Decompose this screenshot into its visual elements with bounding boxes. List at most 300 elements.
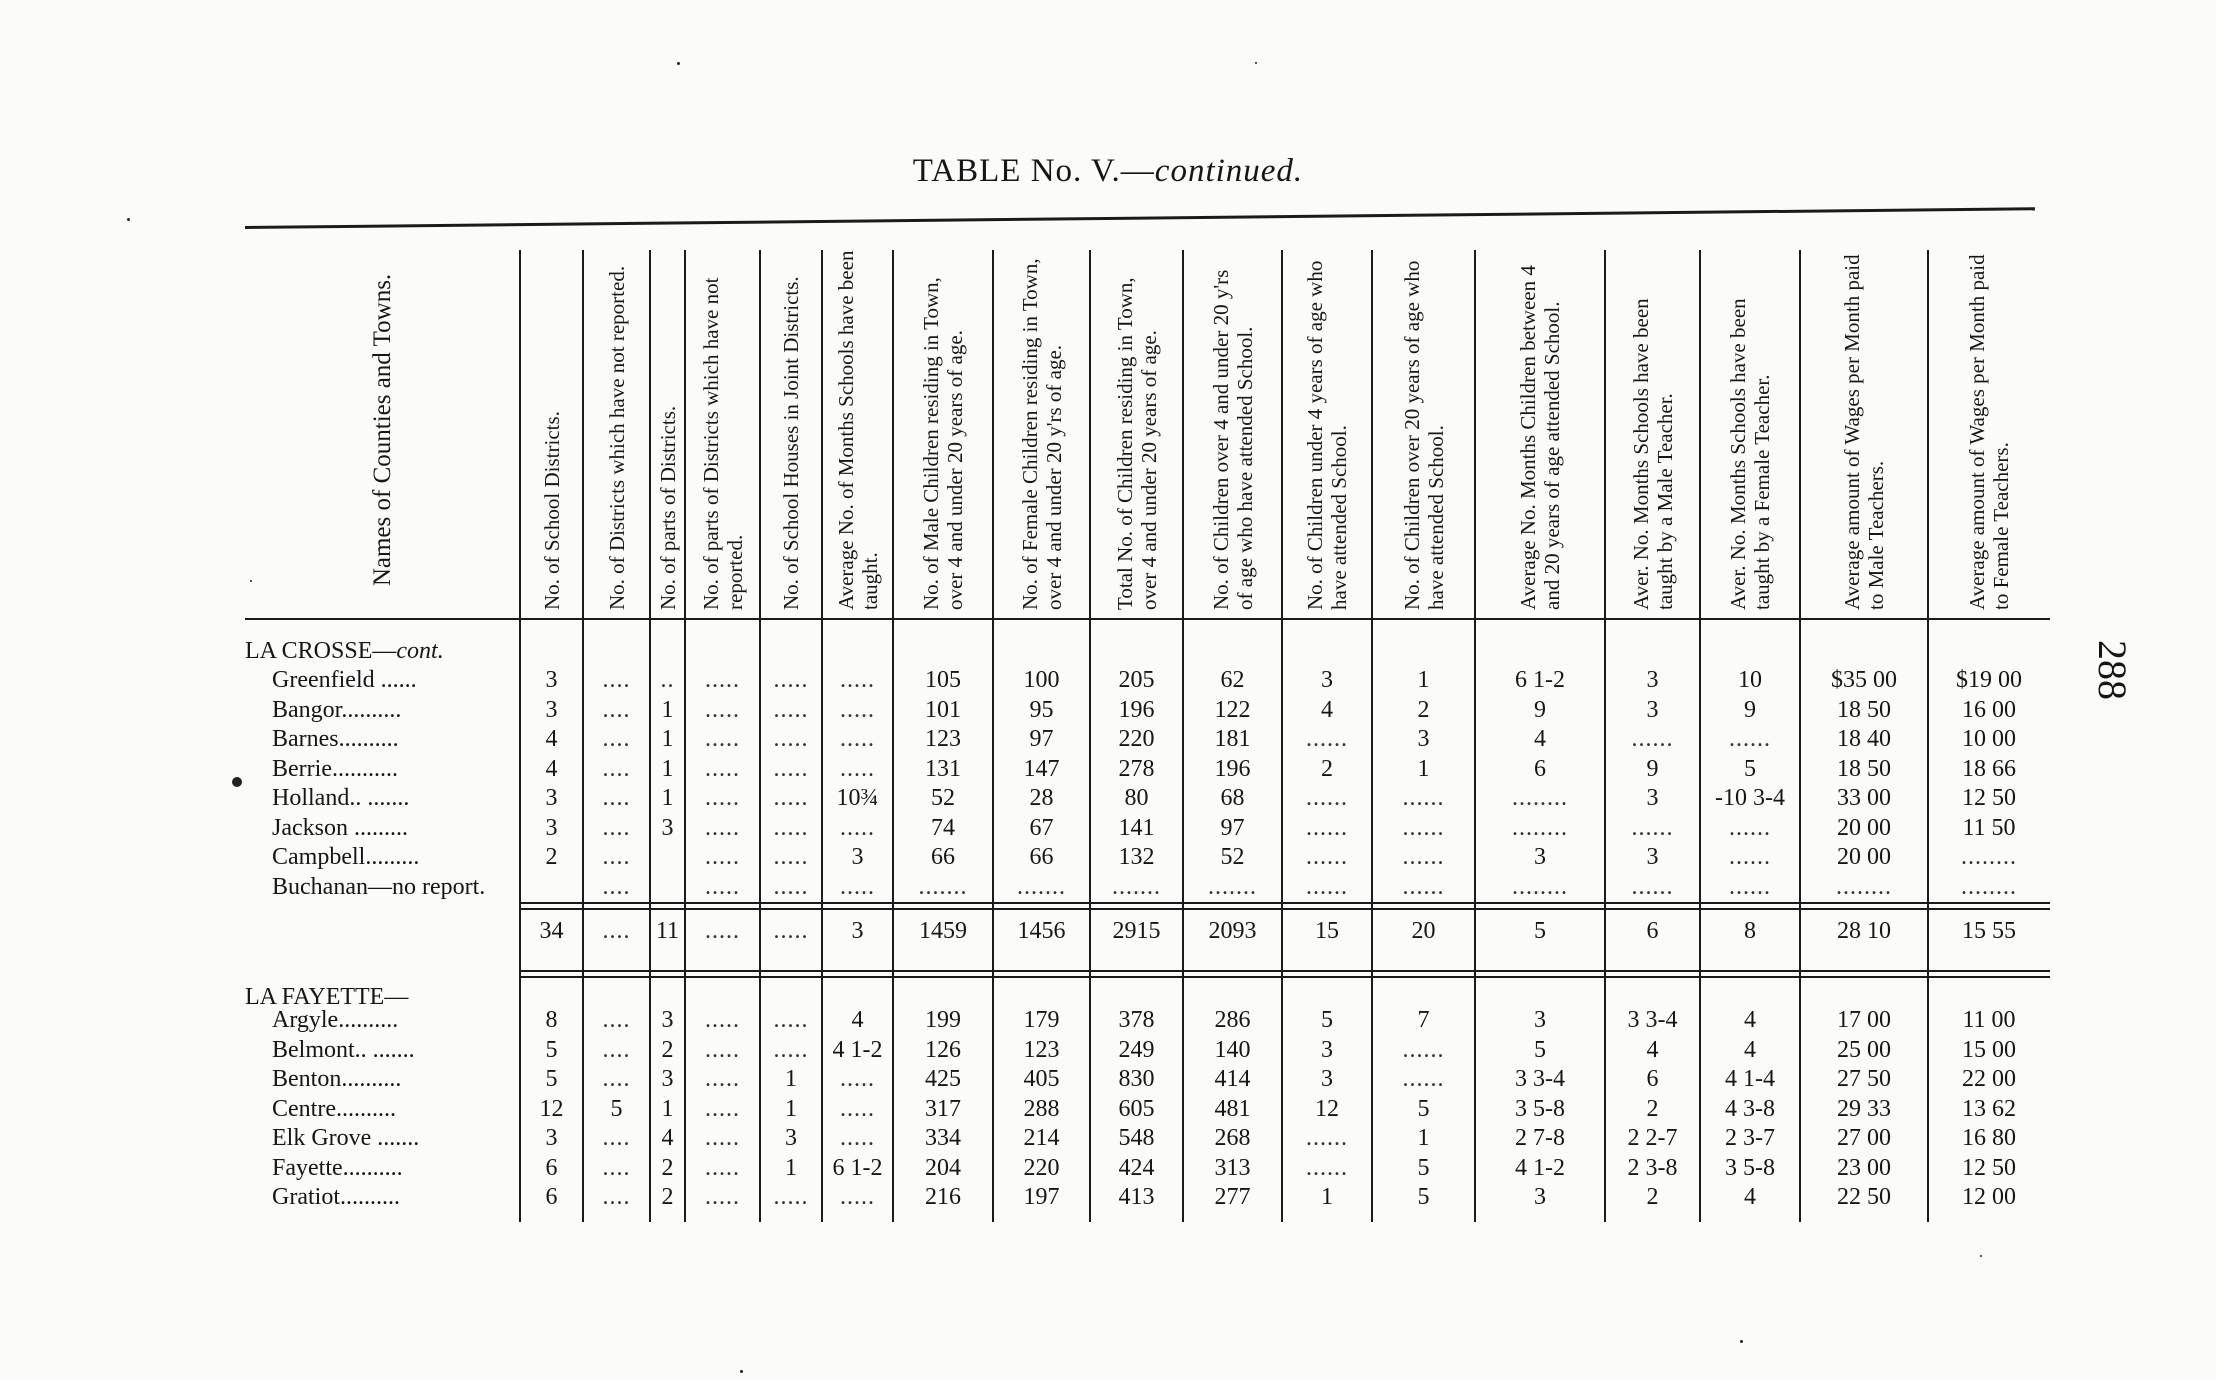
- table-cell: 15 00: [1962, 1036, 2016, 1063]
- table-cell: 5: [1744, 755, 1756, 782]
- column-header: [1928, 250, 2050, 610]
- table-cell: ....: [602, 696, 631, 723]
- column-header: [993, 250, 1090, 610]
- table-cell: 3: [545, 667, 558, 693]
- table-cell: .....: [840, 1125, 875, 1151]
- table-cell: 97: [1220, 814, 1245, 841]
- column-header: [822, 250, 893, 610]
- table-cell: 413: [1118, 1184, 1155, 1210]
- table-cell: ......: [1631, 873, 1674, 900]
- table-cell: .......: [1017, 873, 1066, 900]
- table-cell: .....: [773, 785, 809, 811]
- county-heading: [245, 637, 444, 665]
- table-cell: .....: [705, 814, 740, 841]
- table-cell: 1: [1321, 1184, 1333, 1210]
- table-cell: 12: [1315, 1095, 1339, 1122]
- table-cell: 2 2-7: [1627, 1125, 1678, 1151]
- table-cell: 122: [1214, 696, 1251, 723]
- town-name: Centre..........: [272, 1095, 396, 1122]
- table-cell: 548: [1118, 1125, 1155, 1151]
- table-cell: 424: [1118, 1154, 1155, 1181]
- town-name: Argyle..........: [272, 1007, 399, 1033]
- column-header: [1700, 250, 1800, 610]
- table-cell: 5: [1417, 1154, 1430, 1181]
- table-cell: 5: [1417, 1095, 1430, 1122]
- table-cell: 62: [1220, 667, 1245, 693]
- table-cell: 123: [1023, 1036, 1060, 1063]
- table-cell: 4: [1744, 1007, 1756, 1033]
- table-cell: 140: [1214, 1036, 1251, 1063]
- table-cell: 66: [1029, 844, 1054, 870]
- table-cell: 196: [1118, 696, 1155, 723]
- table-cell: 4: [1321, 696, 1333, 723]
- table-cell: 3: [545, 1125, 558, 1151]
- column-header: [520, 250, 583, 610]
- table-cell: 123: [925, 726, 961, 752]
- table-cell: [650, 843, 685, 871]
- table-cell: .....: [705, 755, 740, 782]
- table-cell: 3 5-8: [1515, 1095, 1565, 1122]
- table-cell: [650, 873, 685, 901]
- table-cell: 268: [1214, 1125, 1251, 1151]
- table-cell: 132: [1118, 844, 1155, 870]
- column-header-text: No. of parts of Districts which have not reported.: [698, 277, 747, 610]
- column-header-text: No. of School Houses in Joint Districts.: [779, 276, 803, 610]
- table-cell: 101: [925, 696, 961, 723]
- column-header-text: Average No. of Months Schools have been taught.: [833, 250, 882, 610]
- table-cell: 378: [1118, 1007, 1155, 1033]
- table-cell: 9: [1744, 696, 1756, 723]
- table-cell: 95: [1029, 696, 1054, 723]
- table-cell: 131: [925, 755, 961, 782]
- table-cell: 1: [785, 1154, 797, 1181]
- table-cell: ......: [1631, 814, 1674, 841]
- town-name: Benton..........: [272, 1066, 402, 1092]
- table-cell: 4: [1744, 1036, 1756, 1063]
- table-cell: 3: [1534, 844, 1546, 870]
- table-cell: .....: [705, 667, 740, 693]
- county-name: LA FAYETTE—: [245, 984, 409, 1010]
- table-cell: .......: [1112, 873, 1161, 900]
- table-cell: 52: [931, 785, 955, 811]
- table-cell: 18 50: [1837, 755, 1891, 782]
- column-header-text: No. of Children over 4 and under 20 y'rs of age who have attended School.: [1208, 269, 1257, 610]
- column-header-text: No. of Children over 20 years of age who have attended School.: [1399, 260, 1448, 610]
- table-cell: ....: [602, 1036, 631, 1063]
- table-cell: 12 50: [1962, 785, 2016, 811]
- table-cell: 6 1-2: [832, 1154, 883, 1181]
- table-cell: ........: [1961, 844, 2017, 870]
- column-header: [1475, 250, 1605, 610]
- table-cell: 3: [1646, 785, 1659, 811]
- town-name: Bangor..........: [272, 696, 402, 723]
- table-cell: 17 00: [1837, 1007, 1891, 1033]
- table-cell: 147: [1023, 755, 1060, 782]
- print-speck: [127, 218, 130, 221]
- table-cell: 288: [1023, 1095, 1060, 1122]
- column-header: [245, 250, 520, 610]
- table-cell: 2 7-8: [1515, 1125, 1565, 1151]
- table-cell: 199: [925, 1007, 961, 1033]
- print-speck: [1740, 1340, 1743, 1343]
- table-cell: 179: [1023, 1007, 1060, 1033]
- town-name: Greenfield ......: [272, 667, 417, 693]
- print-speck: [740, 1370, 743, 1373]
- column-header: [1605, 250, 1700, 610]
- table-cell: .....: [773, 726, 809, 752]
- table-cell: 141: [1118, 814, 1155, 841]
- table-cell: .....: [705, 844, 740, 870]
- table-cell: 2 3-8: [1627, 1154, 1678, 1181]
- table-cell: 1456: [1017, 918, 1066, 944]
- print-speck: [677, 62, 680, 65]
- table-cell: .....: [840, 1184, 875, 1210]
- table-cell: .....: [705, 1184, 740, 1210]
- table-cell: .....: [840, 755, 875, 782]
- table-cell: .....: [840, 667, 875, 693]
- total-top-rule: [520, 902, 2050, 904]
- table-cell: 4: [851, 1007, 864, 1033]
- table-cell: 5: [545, 1036, 558, 1063]
- table-cell: 4: [1646, 1036, 1659, 1063]
- table-cell: ......: [1402, 814, 1445, 841]
- table-cell: 12 50: [1962, 1154, 2016, 1181]
- table-cell: .....: [705, 785, 740, 811]
- column-header: [760, 250, 822, 610]
- table-cell: 25 00: [1837, 1036, 1891, 1063]
- table-cell: 4 1-2: [832, 1036, 883, 1063]
- column-header: [583, 250, 650, 610]
- table-cell: ....: [602, 755, 631, 782]
- table-cell: 278: [1118, 755, 1155, 782]
- table-cell: 3: [1646, 696, 1659, 723]
- page-title: [0, 153, 2216, 190]
- table-cell: 3: [545, 814, 558, 841]
- town-name: Campbell.........: [272, 844, 420, 870]
- table-cell: 3: [661, 814, 674, 841]
- table-cell: 317: [925, 1095, 961, 1122]
- table-cell: 481: [1214, 1095, 1251, 1122]
- table-cell: .....: [773, 1036, 809, 1063]
- table-cell: 27 50: [1837, 1066, 1891, 1092]
- table-cell: 2093: [1208, 918, 1257, 944]
- table-cell: 4: [545, 755, 558, 782]
- table-cell: ........: [1512, 814, 1568, 841]
- table-cell: .....: [773, 918, 809, 944]
- table-cell: 6: [545, 1184, 558, 1210]
- table-cell: ......: [1402, 1066, 1445, 1092]
- table-cell: 10¾: [836, 785, 879, 811]
- column-header: [1183, 250, 1282, 610]
- column-header-text: Total No. of Children residing in Town, over 4 and under 20 years of age.: [1112, 277, 1161, 610]
- table-cell: .....: [773, 873, 809, 900]
- section-rule-2: [520, 976, 2050, 978]
- table-cell: 4 3-8: [1725, 1095, 1775, 1122]
- table-cell: [520, 873, 583, 901]
- table-cell: 3: [661, 1007, 674, 1033]
- table-cell: 214: [1023, 1125, 1060, 1151]
- table-cell: $19 00: [1956, 667, 2022, 693]
- column-header-text: No. of School Districts.: [539, 411, 564, 610]
- table-cell: 34: [539, 918, 564, 944]
- table-cell: .....: [773, 844, 809, 870]
- table-cell: $35 00: [1831, 667, 1897, 693]
- table-cell: 4: [1534, 726, 1546, 752]
- table-cell: ......: [1402, 1036, 1445, 1063]
- column-header-text: No. of parts of Districts.: [655, 405, 680, 610]
- table-cell: 28 10: [1837, 918, 1891, 944]
- table-cell: 2: [661, 1036, 674, 1063]
- table-cell: 68: [1220, 785, 1245, 811]
- table-cell: .....: [840, 1095, 875, 1122]
- table-cell: .....: [705, 1036, 740, 1063]
- table-cell: 67: [1029, 814, 1054, 841]
- table-cell: ........: [1512, 785, 1568, 811]
- table-cell: ....: [602, 1154, 631, 1181]
- table-cell: ......: [1729, 873, 1771, 900]
- table-cell: 3: [545, 696, 558, 723]
- table-cell: ........: [1961, 873, 2017, 900]
- table-cell: ....: [602, 1125, 631, 1151]
- table-cell: 9: [1646, 755, 1659, 782]
- table-cell: 181: [1214, 726, 1251, 752]
- table-cell: 8: [545, 1007, 558, 1033]
- table-cell: 1: [785, 1066, 797, 1092]
- table-cell: .....: [840, 696, 875, 723]
- table-cell: 277: [1214, 1184, 1251, 1210]
- title-main: TABLE No. V.—: [912, 153, 1155, 189]
- table-cell: 216: [925, 1184, 961, 1210]
- table-cell: ....: [602, 726, 631, 752]
- table-cell: 3: [1534, 1007, 1546, 1033]
- table-cell: 1: [661, 1095, 674, 1122]
- table-cell: 1459: [919, 918, 967, 944]
- table-cell: 5: [1321, 1007, 1333, 1033]
- table-cell: 12 00: [1962, 1184, 2016, 1210]
- table-cell: 204: [925, 1154, 961, 1181]
- table-cell: 1: [1417, 1125, 1430, 1151]
- page-number: 288: [2090, 640, 2135, 700]
- table-cell: ..: [660, 667, 675, 693]
- table-cell: ......: [1306, 785, 1348, 811]
- table-cell: 18 66: [1962, 755, 2016, 782]
- table-cell: 3 5-8: [1725, 1154, 1775, 1181]
- town-name: Jackson .........: [272, 814, 408, 841]
- column-header-text: Names of Counties and Towns.: [368, 273, 396, 587]
- table-cell: 10 00: [1962, 726, 2016, 752]
- town-name: Buchanan—no report.: [272, 873, 486, 900]
- table-cell: 196: [1214, 755, 1251, 782]
- print-speck: [1255, 62, 1257, 64]
- table-cell: 66: [931, 844, 955, 870]
- table-cell: ......: [1631, 726, 1674, 752]
- table-cell: 3: [1646, 844, 1659, 870]
- table-cell: 3: [1534, 1184, 1546, 1210]
- table-cell: 11: [655, 918, 680, 944]
- table-cell: 313: [1214, 1154, 1251, 1181]
- table-cell: 12: [539, 1095, 564, 1122]
- table-cell: 405: [1023, 1066, 1060, 1092]
- column-header: [650, 250, 685, 610]
- table-cell: 6: [545, 1154, 558, 1181]
- table-cell: ......: [1306, 814, 1348, 841]
- total-top-rule-2: [520, 908, 2050, 910]
- table-cell: 2: [545, 844, 558, 870]
- table-cell: .....: [840, 873, 875, 900]
- table-cell: .....: [705, 918, 740, 944]
- table-cell: 4: [661, 1125, 674, 1151]
- table-cell: 2: [661, 1154, 674, 1181]
- table-cell: 80: [1124, 785, 1149, 811]
- table-cell: 5: [1534, 918, 1546, 944]
- table-cell: 3: [545, 785, 558, 811]
- table-cell: 74: [931, 814, 955, 841]
- table-cell: 197: [1023, 1184, 1060, 1210]
- table-cell: .....: [840, 1066, 875, 1092]
- table-cell: .....: [705, 1066, 740, 1092]
- table-cell: 1: [785, 1095, 797, 1122]
- column-header-text: Aver. No. Months Schools have been taught by a Male Teacher.: [1628, 298, 1677, 610]
- print-speck: [250, 580, 252, 582]
- table-cell: .....: [705, 1007, 740, 1033]
- column-header-text: Aver. No. Months Schools have been taught by a Female Teacher.: [1726, 298, 1774, 610]
- table-cell: ....: [602, 814, 631, 841]
- table-cell: ....: [602, 1066, 631, 1092]
- table-cell: 605: [1118, 1095, 1155, 1122]
- table-cell: ......: [1402, 785, 1445, 811]
- table-cell: 414: [1214, 1066, 1251, 1092]
- table-cell: 5: [1534, 1036, 1546, 1063]
- table-cell: ....: [602, 844, 631, 870]
- table-cell: 3 3-4: [1515, 1066, 1565, 1092]
- table-cell: 1: [661, 726, 674, 752]
- table-cell: .....: [705, 1154, 740, 1181]
- table-cell: 3: [851, 844, 864, 870]
- table-cell: 29 33: [1837, 1095, 1891, 1122]
- table-cell: 6: [1534, 755, 1546, 782]
- table-cell: 105: [925, 667, 961, 693]
- table-cell: 2: [1321, 755, 1333, 782]
- table-cell: 126: [925, 1036, 961, 1063]
- table-cell: 2: [1417, 696, 1430, 723]
- table-cell: ......: [1306, 726, 1348, 752]
- table-cell: .....: [840, 726, 875, 752]
- header-top-rule: [245, 207, 2035, 229]
- table-cell: 3: [1321, 1036, 1333, 1063]
- print-speck: [1980, 1255, 1982, 1257]
- table-cell: .....: [705, 873, 740, 900]
- town-name: Fayette..........: [272, 1154, 403, 1181]
- table-cell: 15: [1315, 918, 1339, 944]
- table-cell: .....: [705, 696, 740, 723]
- table-cell: 205: [1118, 667, 1155, 693]
- table-cell: 425: [925, 1066, 961, 1092]
- table-cell: 5: [545, 1066, 558, 1092]
- table-cell: 8: [1744, 918, 1756, 944]
- county-name: LA CROSSE—: [245, 638, 397, 664]
- table-cell: .....: [773, 696, 809, 723]
- column-header-text: No. of Districts which have not reported.: [604, 265, 629, 610]
- table-cell: 3: [1417, 726, 1430, 752]
- section-rule: [520, 970, 2050, 972]
- table-cell: ....: [602, 1184, 631, 1210]
- print-speck: [232, 777, 242, 787]
- column-header-text: No. of Children under 4 years of age who have attended School.: [1303, 260, 1351, 610]
- table-cell: 20 00: [1837, 814, 1891, 841]
- table-cell: 20: [1411, 918, 1436, 944]
- column-header: [893, 250, 993, 610]
- table-cell: 3: [851, 918, 864, 944]
- table-cell: 6: [1646, 1066, 1659, 1092]
- table-cell: ......: [1402, 844, 1445, 870]
- table-cell: 334: [925, 1125, 961, 1151]
- column-header: [1282, 250, 1372, 610]
- table-cell: 27 00: [1837, 1125, 1891, 1151]
- table-cell: 3: [785, 1125, 797, 1151]
- table-cell: ....: [602, 873, 631, 900]
- table-cell: ........: [1512, 873, 1568, 900]
- town-name: Belmont.. .......: [272, 1036, 415, 1063]
- table-cell: 23 00: [1837, 1154, 1891, 1181]
- table-cell: 9: [1534, 696, 1546, 723]
- table-cell: 11 00: [1962, 1007, 2016, 1033]
- table-cell: 2: [1646, 1095, 1659, 1122]
- county-name-suffix: cont.: [396, 638, 444, 664]
- table-cell: .......: [1208, 873, 1257, 900]
- column-header: [1372, 250, 1475, 610]
- table-cell: 286: [1214, 1007, 1251, 1033]
- table-cell: 3: [1321, 1066, 1333, 1092]
- table-cell: 3: [1646, 667, 1659, 693]
- table-cell: 220: [1118, 726, 1155, 752]
- table-cell: 2915: [1112, 918, 1161, 944]
- table-cell: 5: [1417, 1184, 1430, 1210]
- table-cell: 2 3-7: [1725, 1125, 1775, 1151]
- table-cell: .....: [705, 1125, 740, 1151]
- column-header-text: Average No. Months Children between 4 and 20 years of age attended School.: [1516, 265, 1564, 610]
- column-header-text: Average amount of Wages per Month paid to Female Teachers.: [1965, 254, 2013, 610]
- table-cell: ......: [1306, 873, 1348, 900]
- table-cell: -10 3-4: [1715, 785, 1785, 811]
- table-cell: 97: [1029, 726, 1054, 752]
- column-header-text: No. of Female Children residing in Town, over 4 and under 20 y'rs of age.: [1017, 258, 1066, 610]
- table-cell: 4: [1744, 1184, 1756, 1210]
- column-header: [1800, 250, 1928, 610]
- table-cell: 28: [1029, 785, 1054, 811]
- table-cell: ....: [602, 785, 631, 811]
- table-cell: ......: [1306, 844, 1348, 870]
- column-header: [1090, 250, 1183, 610]
- table-cell: 22 50: [1837, 1184, 1891, 1210]
- table-cell: 1: [661, 785, 674, 811]
- table-cell: 13 62: [1962, 1095, 2016, 1122]
- table-cell: 1: [661, 755, 674, 782]
- table-cell: 20 00: [1837, 844, 1891, 870]
- table-cell: 830: [1118, 1066, 1155, 1092]
- table-cell: 1: [1417, 667, 1430, 693]
- table-cell: .....: [773, 814, 809, 841]
- table-cell: .....: [705, 1095, 740, 1122]
- town-name: Gratiot..........: [272, 1184, 400, 1210]
- table-cell: ....: [602, 918, 631, 944]
- table-cell: 3: [661, 1066, 674, 1092]
- table-cell: .....: [773, 1007, 809, 1033]
- table-cell: .....: [840, 814, 875, 841]
- table-cell: ......: [1306, 1125, 1348, 1151]
- table-cell: 2: [661, 1184, 674, 1210]
- town-name: Holland.. .......: [272, 785, 410, 811]
- table-cell: .....: [773, 1184, 809, 1210]
